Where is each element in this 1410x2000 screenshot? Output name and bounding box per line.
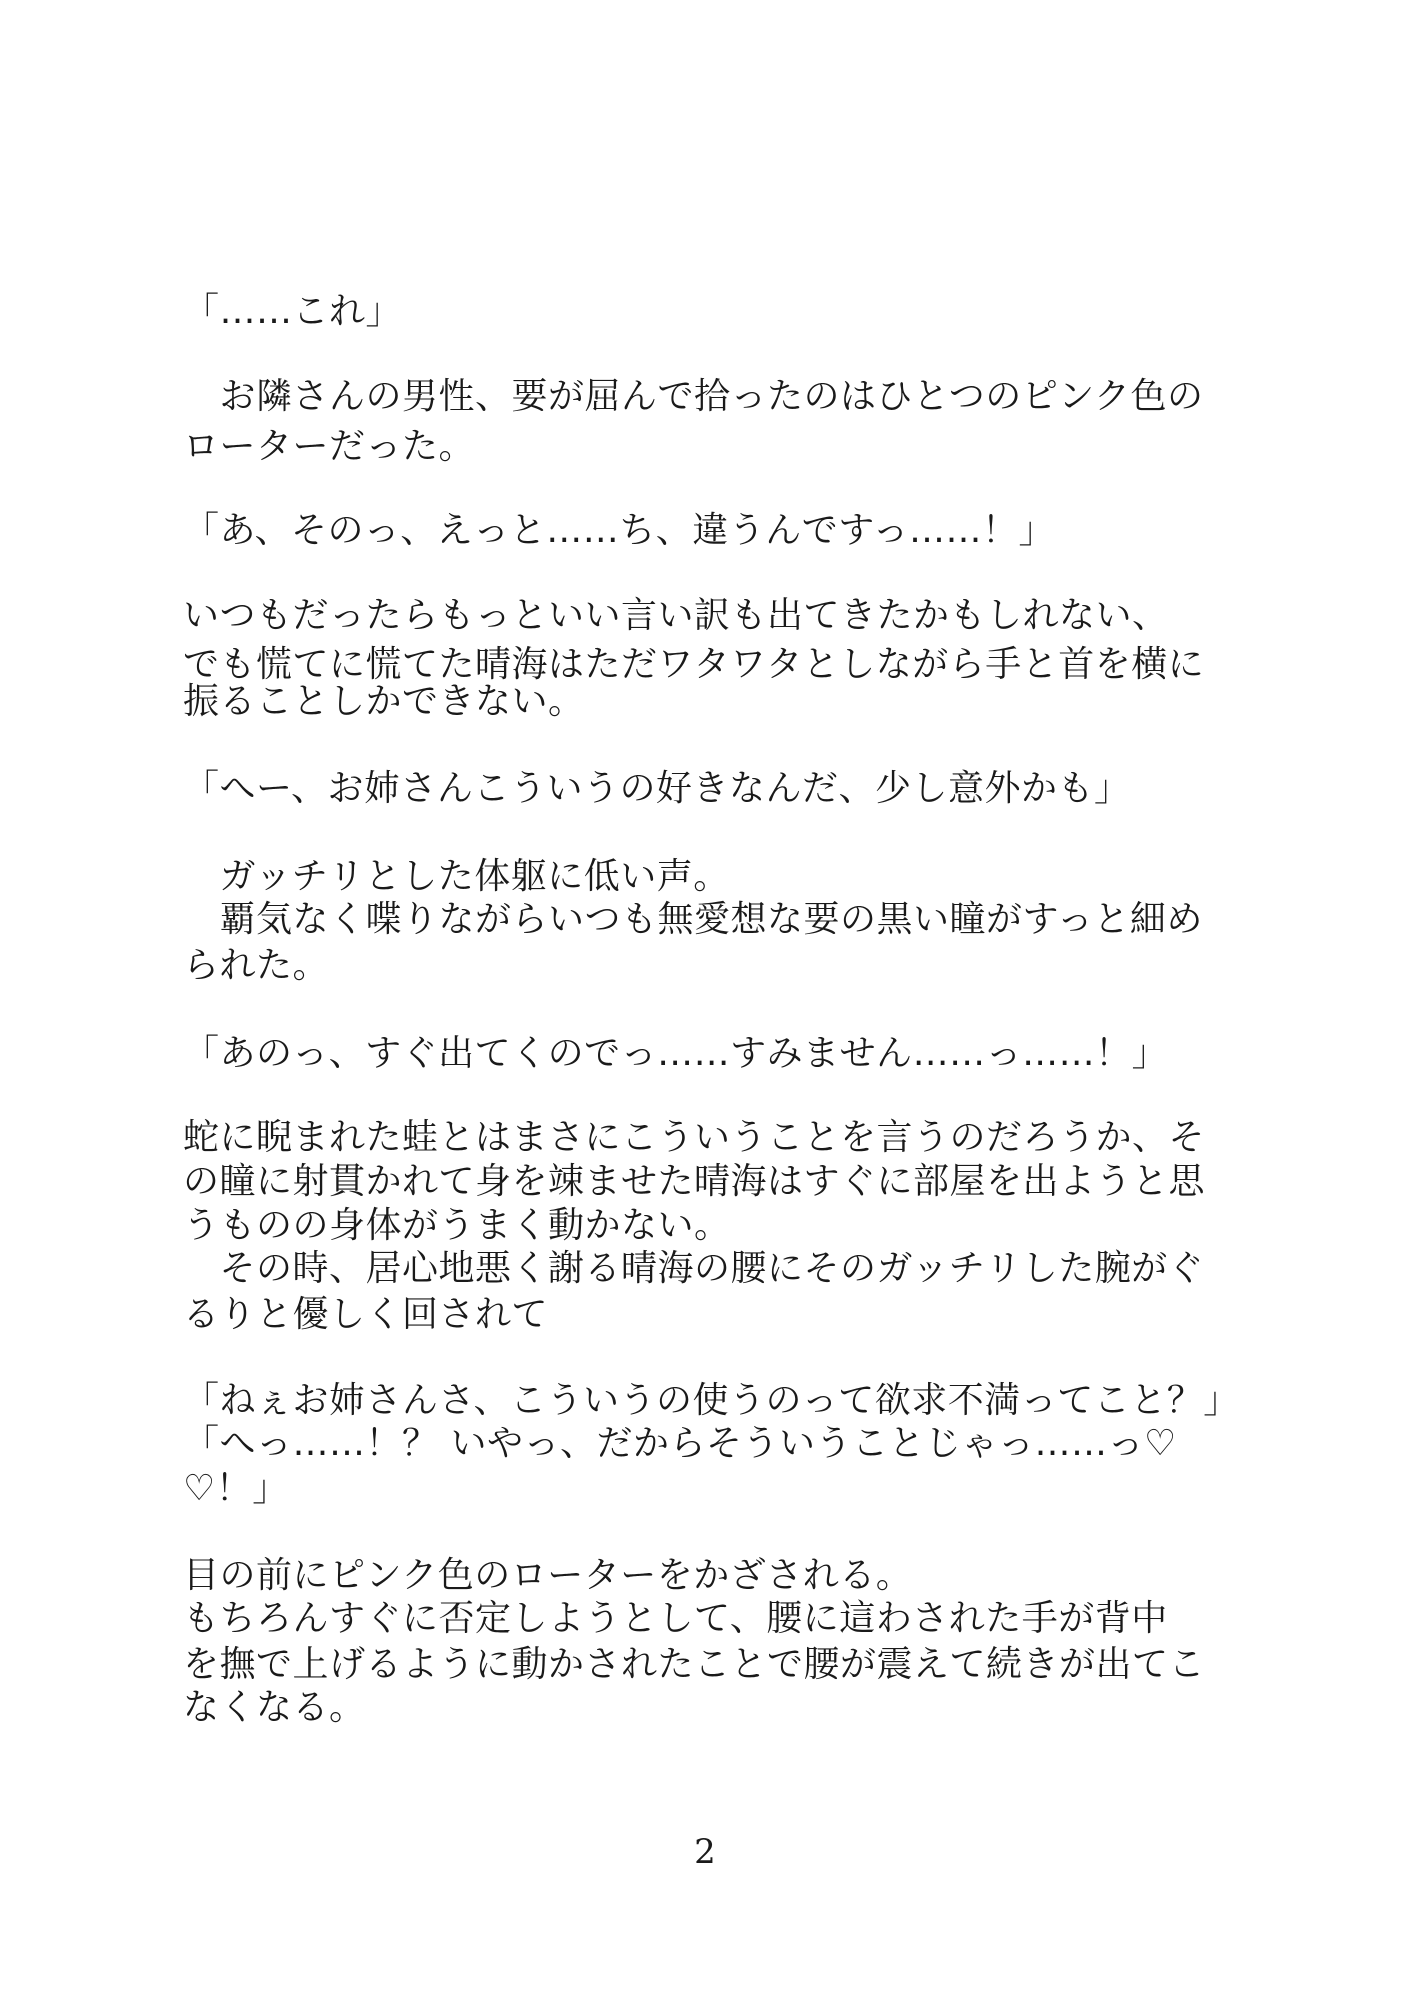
text-line: を撫で上げるように動かされたことで腰が震えて続きが出てこ (183, 1644, 1206, 1685)
text-line: 覇気なく喋りながらいつも無愛想な要の黒い瞳がすっと細め (183, 899, 1203, 940)
text-line: 「あ、そのっ、えっと……ち、違うんですっ……！」 (183, 510, 1056, 551)
text-line: 「へー、お姉さんこういうの好きなんだ、少し意外かも」 (183, 768, 1131, 809)
text-line: 蛇に睨まれた蛙とはまさにこういうことを言うのだろうか、そ (183, 1117, 1206, 1158)
text-line: うものの身体がうまく動かない。 (183, 1205, 731, 1246)
text-line: ♡！」 (183, 1468, 289, 1509)
text-line: 目の前にピンク色のローターをかざされる。 (183, 1555, 913, 1596)
text-line: 「……これ」 (183, 291, 403, 332)
text-line: お隣さんの男性、要が屈んで拾ったのはひとつのピンク色の (183, 376, 1204, 417)
text-line: 「あのっ、すぐ出てくのでっ……すみません……っ……！」 (183, 1033, 1169, 1074)
text-line: もちろんすぐに否定しようとして、腰に這わされた手が背中 (183, 1598, 1168, 1639)
text-line: の瞳に射貫かれて身を竦ませた晴海はすぐに部屋を出ようと思 (183, 1161, 1206, 1202)
text-line: その時、居心地悪く謝る晴海の腰にそのガッチリした腕がぐ (183, 1248, 1205, 1289)
text-line: ガッチリとした体躯に低い声。 (183, 856, 730, 897)
text-line: なくなる。 (183, 1687, 366, 1728)
text-line: 「へっ……！？ いやっ、だからそういうことじゃっ……っ♡ (183, 1423, 1177, 1464)
text-line: でも慌てに慌てた晴海はただワタワタとしながら手と首を横に (183, 644, 1205, 685)
text-line: いつもだったらもっといい言い訳も出てきたかもしれない、 (183, 595, 1169, 636)
text-line: 「ねぇお姉さんさ、こういうの使うのって欲求不満ってこと？」 (183, 1380, 1240, 1421)
text-line: 振ることしかできない。 (183, 681, 585, 722)
text-line: られた。 (183, 945, 330, 986)
text-line: ローターだった。 (183, 426, 476, 467)
page-number: 2 (694, 1832, 716, 1872)
text-line: るりと優しく回されて (183, 1294, 549, 1335)
